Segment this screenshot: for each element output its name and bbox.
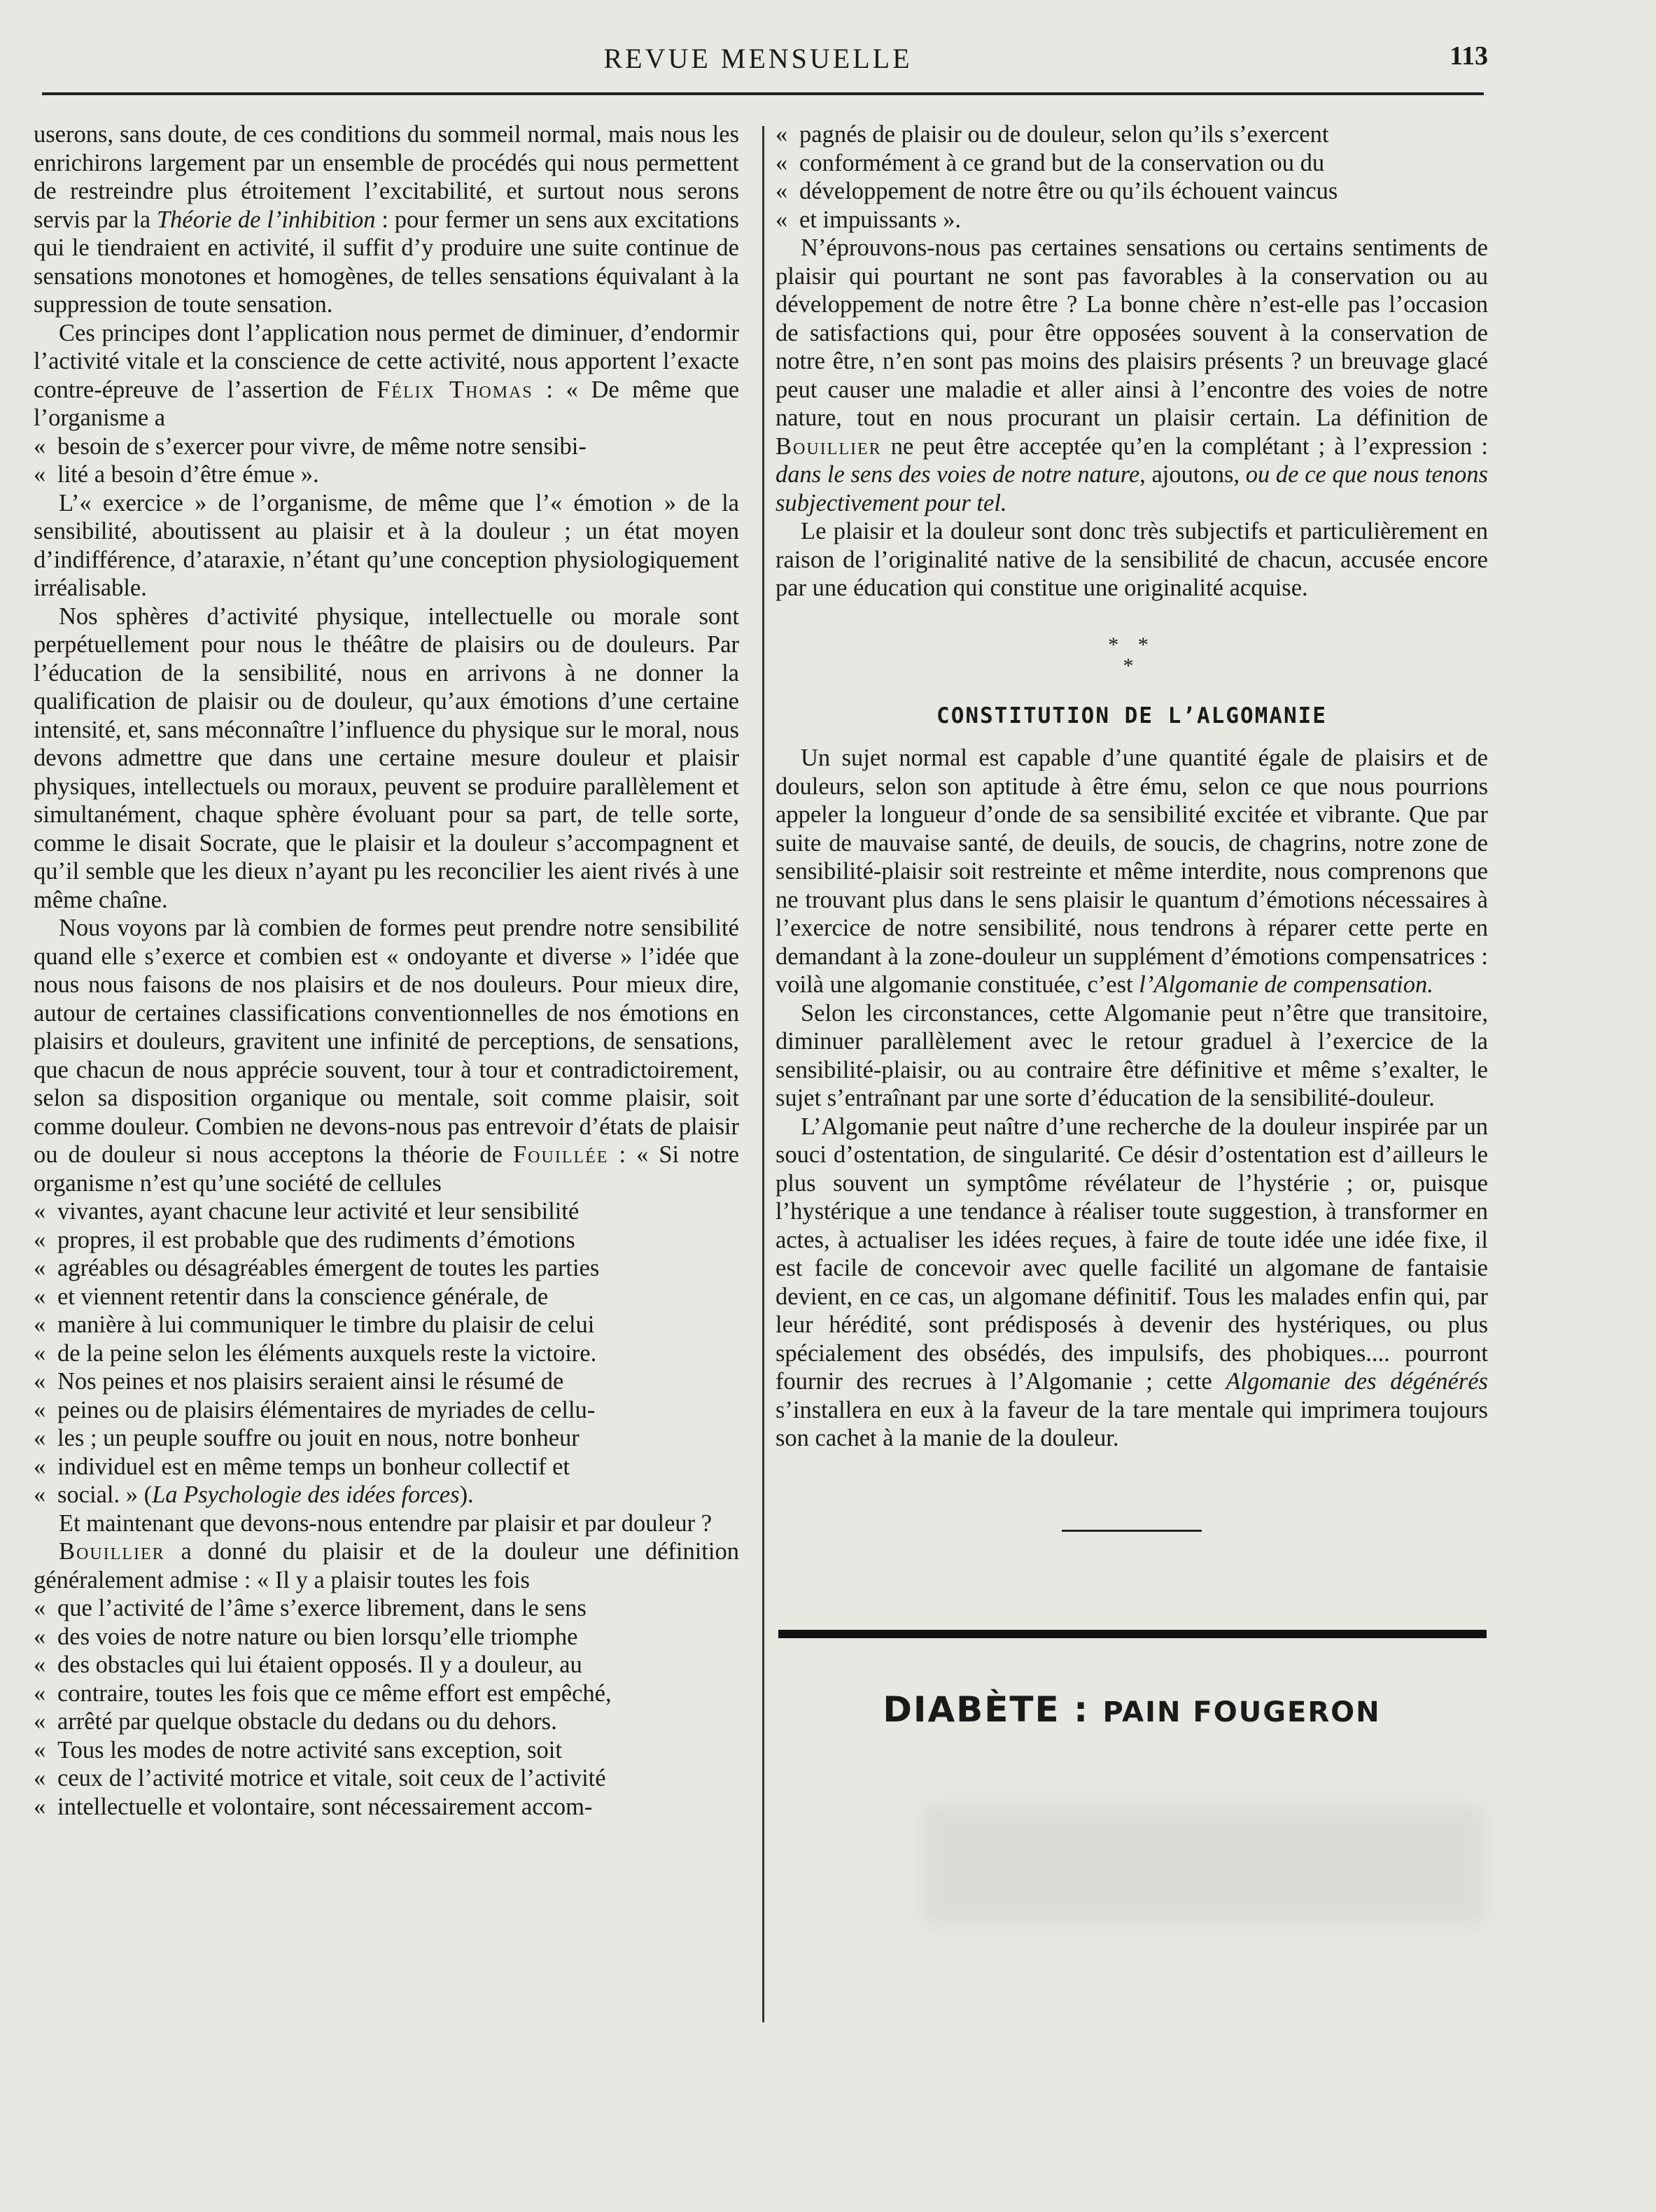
paragraph: [34, 120, 739, 319]
paragraph: [34, 319, 739, 432]
text: Un sujet normal est capable d’une quantité égale de plaisirs et de douleurs, selon son aptitude à être ému, selon ce que nous pourrions appeler la longueur d’onde de sa sensibilité excitée et vibrante. Que par suite de mauvaise santé, de deuils, de soucis, de chagrins, notre zone de sensibilité-plaisir soit restreinte et même interdite, nous comprenons que ne trouvant plus dans le sens plaisir le quantum d’émotions nécessaires à l’exercice de notre sensibilité, nous tendrons à réparer cette perte en demandant à la zone-douleur un supplément d’émotions compensatrices : voilà une algomanie constituée, c’est: [776, 745, 1488, 998]
quote-line: « et viennent retentir dans la conscience générale, de: [34, 1283, 739, 1311]
quote-line: « développement de notre être ou qu’ils échouent vaincus: [776, 177, 1488, 206]
paragraph: Nos sphères d’activité physique, intellectuelle ou morale sont perpétuellement pour nous le théâtre de plaisirs ou de douleurs. Par l’éducation de la sensibilité, nous en arrivons à ne donner la qualification de plaisir ou de douleur, qu’aux émotions d’une certaine intensité, et, sans méconnaître l’influence du physique sur le moral, nous devons admettre que dans une certaine mesure douleur et plaisir physiques, intellectuels ou moraux, peuvent se produire parallèlement et simultanément, chaque sphère évoluant pour sa part, de telle sorte, comme le disait Socrate, que le plaisir et la douleur s’accompagnent et qu’il semble que les dieux n’ayant pu les reconcilier les aient rivés à une même chaîne.: [34, 603, 739, 913]
ad-product: PAIN FOUGERON: [1102, 1696, 1381, 1728]
text: a donné du plaisir et de la douleur une définition généralement admise : « Il y a plaisir toutes les fois: [34, 1538, 739, 1593]
paragraph: Le plaisir et la douleur sont donc très subjectifs et particulièrement en raison de l’originalité native de la sensibilité de chacun, accusée encore par une éducation qui constitue une originalité acquise.: [776, 518, 1488, 601]
end-rule: [1062, 1530, 1202, 1532]
scan-stain: [924, 1805, 1484, 1924]
quote-line: « conformément à ce grand but de la conservation ou du: [776, 149, 1488, 178]
quote-line: [34, 1481, 739, 1509]
paragraph: Et maintenant que devons-nous entendre par plaisir et par douleur ?: [59, 1509, 713, 1537]
text: N’éprouvons-nous pas certaines sensations ou certains sentiments de plaisir qui pourtant ne sont pas favorables à la conservation ou au développement de notre être ? La bonne chère n’est-elle pas l’occasion de satisfactions qui, pour être opposées souvent à la conservation de notre être, n’en sont pas moins des plaisirs présents ? un breuvage glacé peut causer une maladie et aller ainsi à l’encontre des voies de notre nature, tout en nous procurant un plaisir certain. La définition de: [776, 234, 1488, 431]
left-column: [34, 120, 739, 1821]
text: userons, sans doute, de ces conditions du sommeil normal, mais nous les enrichirons largement par un ensemble de procédés qui nous permettent de restreindre plus étroitement l’excitabilité, et surtout nous serons servis par la: [34, 121, 739, 233]
quote-line: « ceux de l’activité motrice et vitale, soit ceux de l’activité: [34, 1764, 739, 1793]
text: , ajoutons,: [1139, 461, 1246, 488]
paragraph: Selon les circonstances, cette Algomanie peut n’être que transitoire, diminuer parallèlement avec le retour graduel à l’exercice de la sensibilité-plaisir, ou au contraire être définitive et même s’exalter, le sujet s’entraînant par une sorte d’éducation de la sensibilité-douleur.: [776, 999, 1488, 1111]
author-name: Félix Thomas: [377, 376, 533, 403]
quote-line: « manière à lui communiquer le timbre du plaisir de celui: [34, 1311, 739, 1339]
paragraph: [776, 744, 1488, 999]
quote-line: « que l’activité de l’âme s’exerce librement, dans le sens: [34, 1594, 739, 1623]
italic-text: Théorie de l’inhibition: [156, 206, 376, 233]
quote-line: « Nos peines et nos plaisirs seraient ainsi le résumé de: [34, 1367, 739, 1396]
quote-line: « des obstacles qui lui étaient opposés. Il y a douleur, au: [34, 1651, 739, 1679]
quote-line: « vivantes, ayant chacune leur activité et leur sensibilité: [34, 1197, 739, 1226]
text: : « Si notre organisme n’est qu’une société de cellules: [34, 1141, 739, 1197]
quote-line: « et impuissants ».: [776, 206, 1488, 234]
text: Nous voyons par là combien de formes peut prendre notre sensibilité quand elle s’exerce et combien est « ondoyante et diverse » l’idée que nous nous faisons de nos plaisirs et de nos douleurs. Pour mieux dire, autour de certaines classifications conventionnelles de nos émotions en plaisirs et douleurs, gravitent une infinité de perceptions, de sensations, que chacun de nous apprécie souvent, tour à tour et contradictoirement, selon sa disposition organique ou mentale, soit comme plaisir, soit comme douleur. Combien ne devons-nous pas entrevoir d’états de plaisir ou de douleur si nous acceptons la théorie de: [34, 915, 739, 1168]
quote-line: « de la peine selon les éléments auxquels reste la victoire.: [34, 1339, 739, 1368]
italic-text: Algomanie des dégénérés: [1226, 1368, 1488, 1395]
quote-line: « agréables ou désagréables émergent de toutes les parties: [34, 1254, 739, 1283]
italic-text: ou de ce que nous tenons subjectivement pour tel.: [776, 461, 1488, 516]
italic-text: l’Algomanie de compensation.: [1139, 971, 1433, 998]
text: : pour fermer un sens aux excitations qui le tiendraient en activité, il suffit d’y produire une suite continue de sensations monotones et homogènes, de telles sensations équivalant à la suppression de toute sensation.: [34, 206, 739, 318]
page-header: [28, 35, 1488, 77]
text: L’Algomanie peut naître d’une recherche de la douleur inspirée par un souci d’ostentation, de singularité. Ce désir d’ostentation est d’ailleurs le plus souvent un symptôme révélateur de l’hystérie ; or, puisque l’hystérique a une tendance à réaliser toute suggestion, à transformer en actes, à actualiser les idées reçues, à faire de toute idée une idée fixe, il est facile de concevoir avec quelle facilité un algomane de fantaisie devient, en ce cas, un algomane définitif. Tous les malades enfin qui, par leur hérédité, sont prédisposés à devenir des hystériques, ou plus spécialement des obsédés, des impulsifs, des phobiques.... pourront fournir des recrues à l’Algomanie ; cette: [776, 1113, 1488, 1395]
quote-line: « besoin de s’exercer pour vivre, de même notre sensibi-: [34, 432, 739, 461]
quote-line: « contraire, toutes les fois que ce même effort est empêché,: [34, 1679, 739, 1708]
author-name: Bouillier: [59, 1538, 165, 1565]
book-title: La Psychologie des idées forces: [152, 1481, 460, 1508]
text: ).: [459, 1481, 474, 1508]
quote-line: « propres, il est probable que des rudiments d’émotions: [34, 1226, 739, 1255]
asterism: * * *: [1108, 633, 1156, 677]
text: ne peut être acceptée qu’en la complétant ; à l’expression :: [881, 432, 1488, 460]
ad-headline: DIABÈTE :: [883, 1689, 1090, 1730]
paragraph: [776, 1113, 1488, 1453]
quote-line: « intellectuelle et volontaire, sont nécessairement accom-: [34, 1793, 739, 1822]
author-name: Bouillier: [776, 432, 882, 460]
running-title: REVUE MENSUELLE: [603, 43, 913, 74]
column-rule: [762, 126, 764, 2022]
advertisement: [776, 1689, 1488, 1730]
quote-line: « Tous les modes de notre activité sans exception, soit: [34, 1736, 739, 1765]
text: s’installera en eux à la faveur de la tare mentale qui imprimera toujours son cachet à la manie de la douleur.: [776, 1396, 1488, 1451]
quote-line: « les ; un peuple souffre ou jouit en nous, notre bonheur: [34, 1424, 739, 1453]
text: social. » (: [57, 1481, 153, 1508]
advertisement-rule: [778, 1630, 1487, 1638]
quote-line: « individuel est en même temps un bonheur collectif et: [34, 1453, 739, 1481]
header-rule: [42, 92, 1484, 95]
paragraph: L’« exercice » de l’organisme, de même que l’« émotion » de la sensibilité, aboutissent au plaisir et à la douleur ; un état moyen d’indifférence, d’ataraxie, n’étant qu’une conception physiologiquement irréalisable.: [34, 489, 739, 601]
quote-line: « pagnés de plaisir ou de douleur, selon qu’ils s’exercent: [776, 120, 1488, 149]
text: Ces principes dont l’application nous permet de diminuer, d’endormir l’activité vitale et la conscience de cette activité, nous apportent l’exacte contre-épreuve de l’assertion de: [34, 319, 739, 403]
section-heading: CONSTITUTION DE L’ALGOMANIE: [936, 703, 1327, 728]
author-name: Fouillée: [512, 1141, 609, 1168]
paragraph: [34, 1537, 739, 1594]
quote-line: « peines ou de plaisirs élémentaires de myriades de cellu-: [34, 1396, 739, 1425]
quote-line: « lité a besoin d’être émue ».: [34, 460, 739, 489]
italic-text: dans le sens des voies de notre nature: [776, 461, 1140, 488]
quote-line: « arrêté par quelque obstacle du dedans ou du dehors.: [34, 1707, 739, 1736]
paragraph: [776, 234, 1488, 517]
page-number: 113: [1450, 41, 1488, 71]
paragraph: [34, 914, 739, 1197]
quote-line: « des voies de notre nature ou bien lorsqu’elle triomphe: [34, 1623, 739, 1651]
right-column: [776, 120, 1488, 1730]
text: : « De même que l’organisme a: [34, 376, 740, 431]
